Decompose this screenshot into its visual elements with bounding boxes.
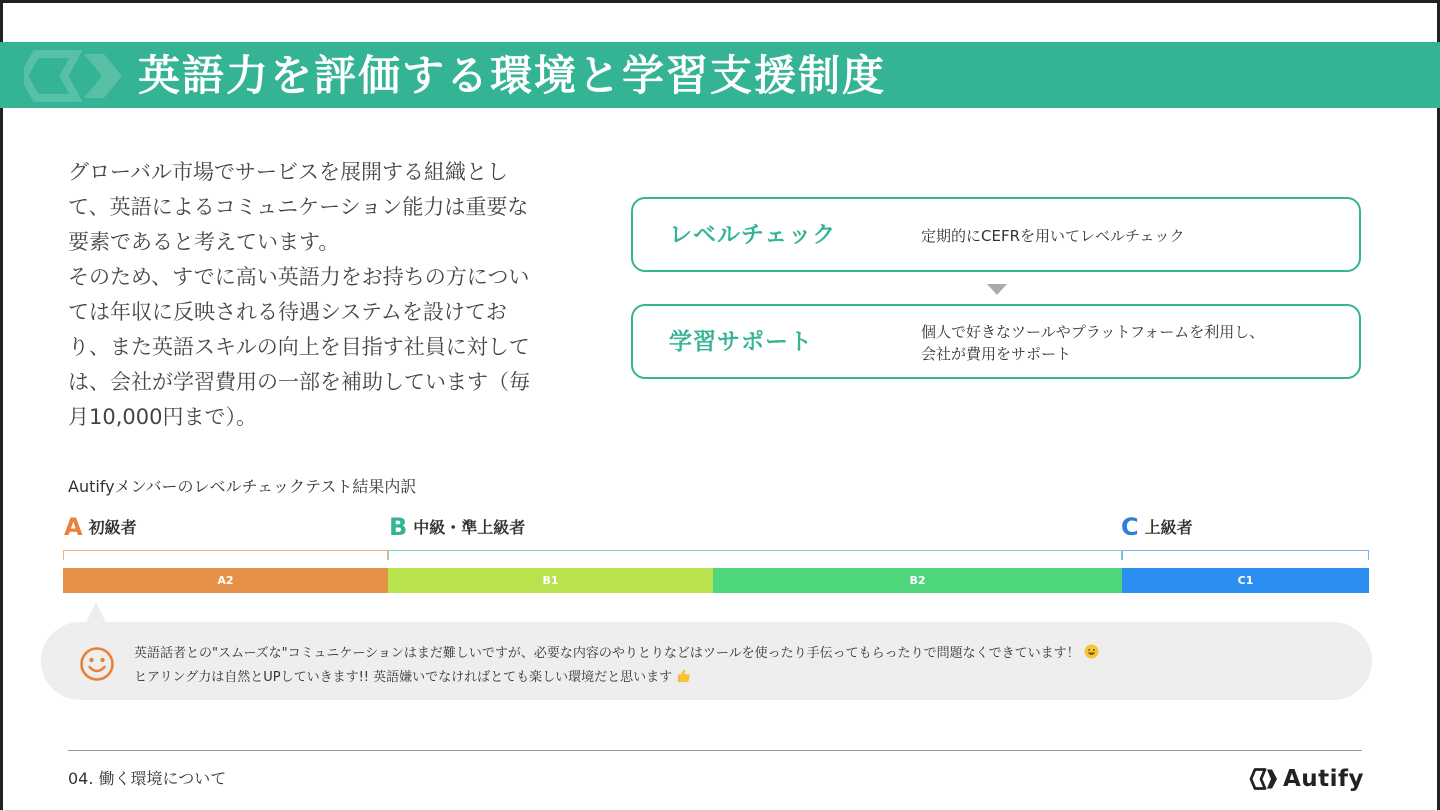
- group-letter: C: [1121, 513, 1139, 541]
- intro-line: ては年収に反映される待遇システムを設けてお: [68, 300, 507, 324]
- comment-text: [134, 642, 1344, 690]
- chevron-logo-watermark-icon: [24, 46, 134, 106]
- intro-line: グローバル市場でサービスを展開する組織とし: [68, 160, 508, 184]
- grinning-face-emoji-icon: [1084, 644, 1099, 659]
- page-title: 英語力を評価する環境と学習支援制度: [138, 51, 887, 100]
- feature-name: 学習サポート: [669, 329, 813, 355]
- results-title: Autifyメンバーのレベルチェックテスト結果内訳: [68, 477, 417, 496]
- feature-card-learning-support: [631, 304, 1361, 379]
- intro-text: [68, 155, 578, 435]
- group-label-intermediate: [389, 514, 525, 541]
- intro-line: 月10,000円まで）。: [68, 405, 257, 429]
- segment-label: A2: [217, 574, 234, 587]
- frame-top-border: [0, 0, 1440, 3]
- frame-left-border: [0, 0, 3, 810]
- segment-label: B2: [909, 574, 926, 587]
- footer-divider: [68, 750, 1362, 751]
- group-letter: B: [389, 513, 408, 541]
- group-bracket-advanced: [1122, 550, 1369, 560]
- thumbs-up-emoji-icon: [676, 668, 691, 683]
- brand-name: Autify: [1283, 766, 1365, 792]
- comment-line-1: 英語話者との"スムーズな"コミュニケーションはまだ難しいですが、必要な内容のやりとりなどはツールを使ったり手伝ってもらったりで問題なくできています！: [134, 646, 1080, 661]
- group-label-advanced: [1121, 514, 1193, 541]
- feature-description: [921, 306, 1341, 379]
- feature-card-level-check: [631, 197, 1361, 272]
- intro-line: り、また英語スキルの向上を目指す社員に対して: [68, 335, 530, 359]
- feature-name: レベルチェック: [669, 222, 837, 248]
- group-letter: A: [64, 513, 83, 541]
- feature-description-line: 個人で好きなツールやプラットフォームを利用し、: [921, 322, 1265, 341]
- level-segment-b1: [388, 568, 713, 593]
- segment-label: B1: [542, 574, 559, 587]
- level-segment-b2: [713, 568, 1122, 593]
- intro-line: は、会社が学習費用の一部を補助しています（毎: [68, 370, 530, 394]
- feature-description-line: 会社が費用をサポート: [921, 344, 1072, 363]
- feature-description: [921, 199, 1341, 272]
- footer-section-label: 04. 働く環境について: [68, 769, 227, 788]
- brand-logo: [1249, 764, 1364, 794]
- segment-label: C1: [1237, 574, 1254, 587]
- level-segment-c1: [1122, 568, 1369, 593]
- intro-line: て、英語によるコミュニケーション能力は重要な: [68, 195, 529, 219]
- level-segment-a2: [63, 568, 388, 593]
- intro-line: 要素であると考えています。: [68, 230, 340, 254]
- group-bracket-beginner: [63, 550, 388, 560]
- group-name: 中級・準上級者: [413, 518, 526, 537]
- feature-description-line: 定期的にCEFRを用いてレベルチェック: [921, 226, 1185, 245]
- title-band: [0, 42, 1440, 108]
- arrow-down-icon: [987, 284, 1007, 295]
- group-bracket-intermediate: [388, 550, 1122, 560]
- group-name: 初級者: [88, 518, 137, 537]
- autify-logo-icon: [1249, 767, 1279, 791]
- smiley-icon: [79, 646, 115, 682]
- comment-line-2: ヒアリング力は自然とUPしていきます!! 英語嫌いでなければとても楽しい環境だと思います: [134, 670, 673, 685]
- comment-bubble-tail: [86, 602, 106, 623]
- intro-line: そのため、すでに高い英語力をお持ちの方につい: [68, 265, 530, 289]
- group-name: 上級者: [1144, 518, 1193, 537]
- group-label-beginner: [64, 514, 137, 541]
